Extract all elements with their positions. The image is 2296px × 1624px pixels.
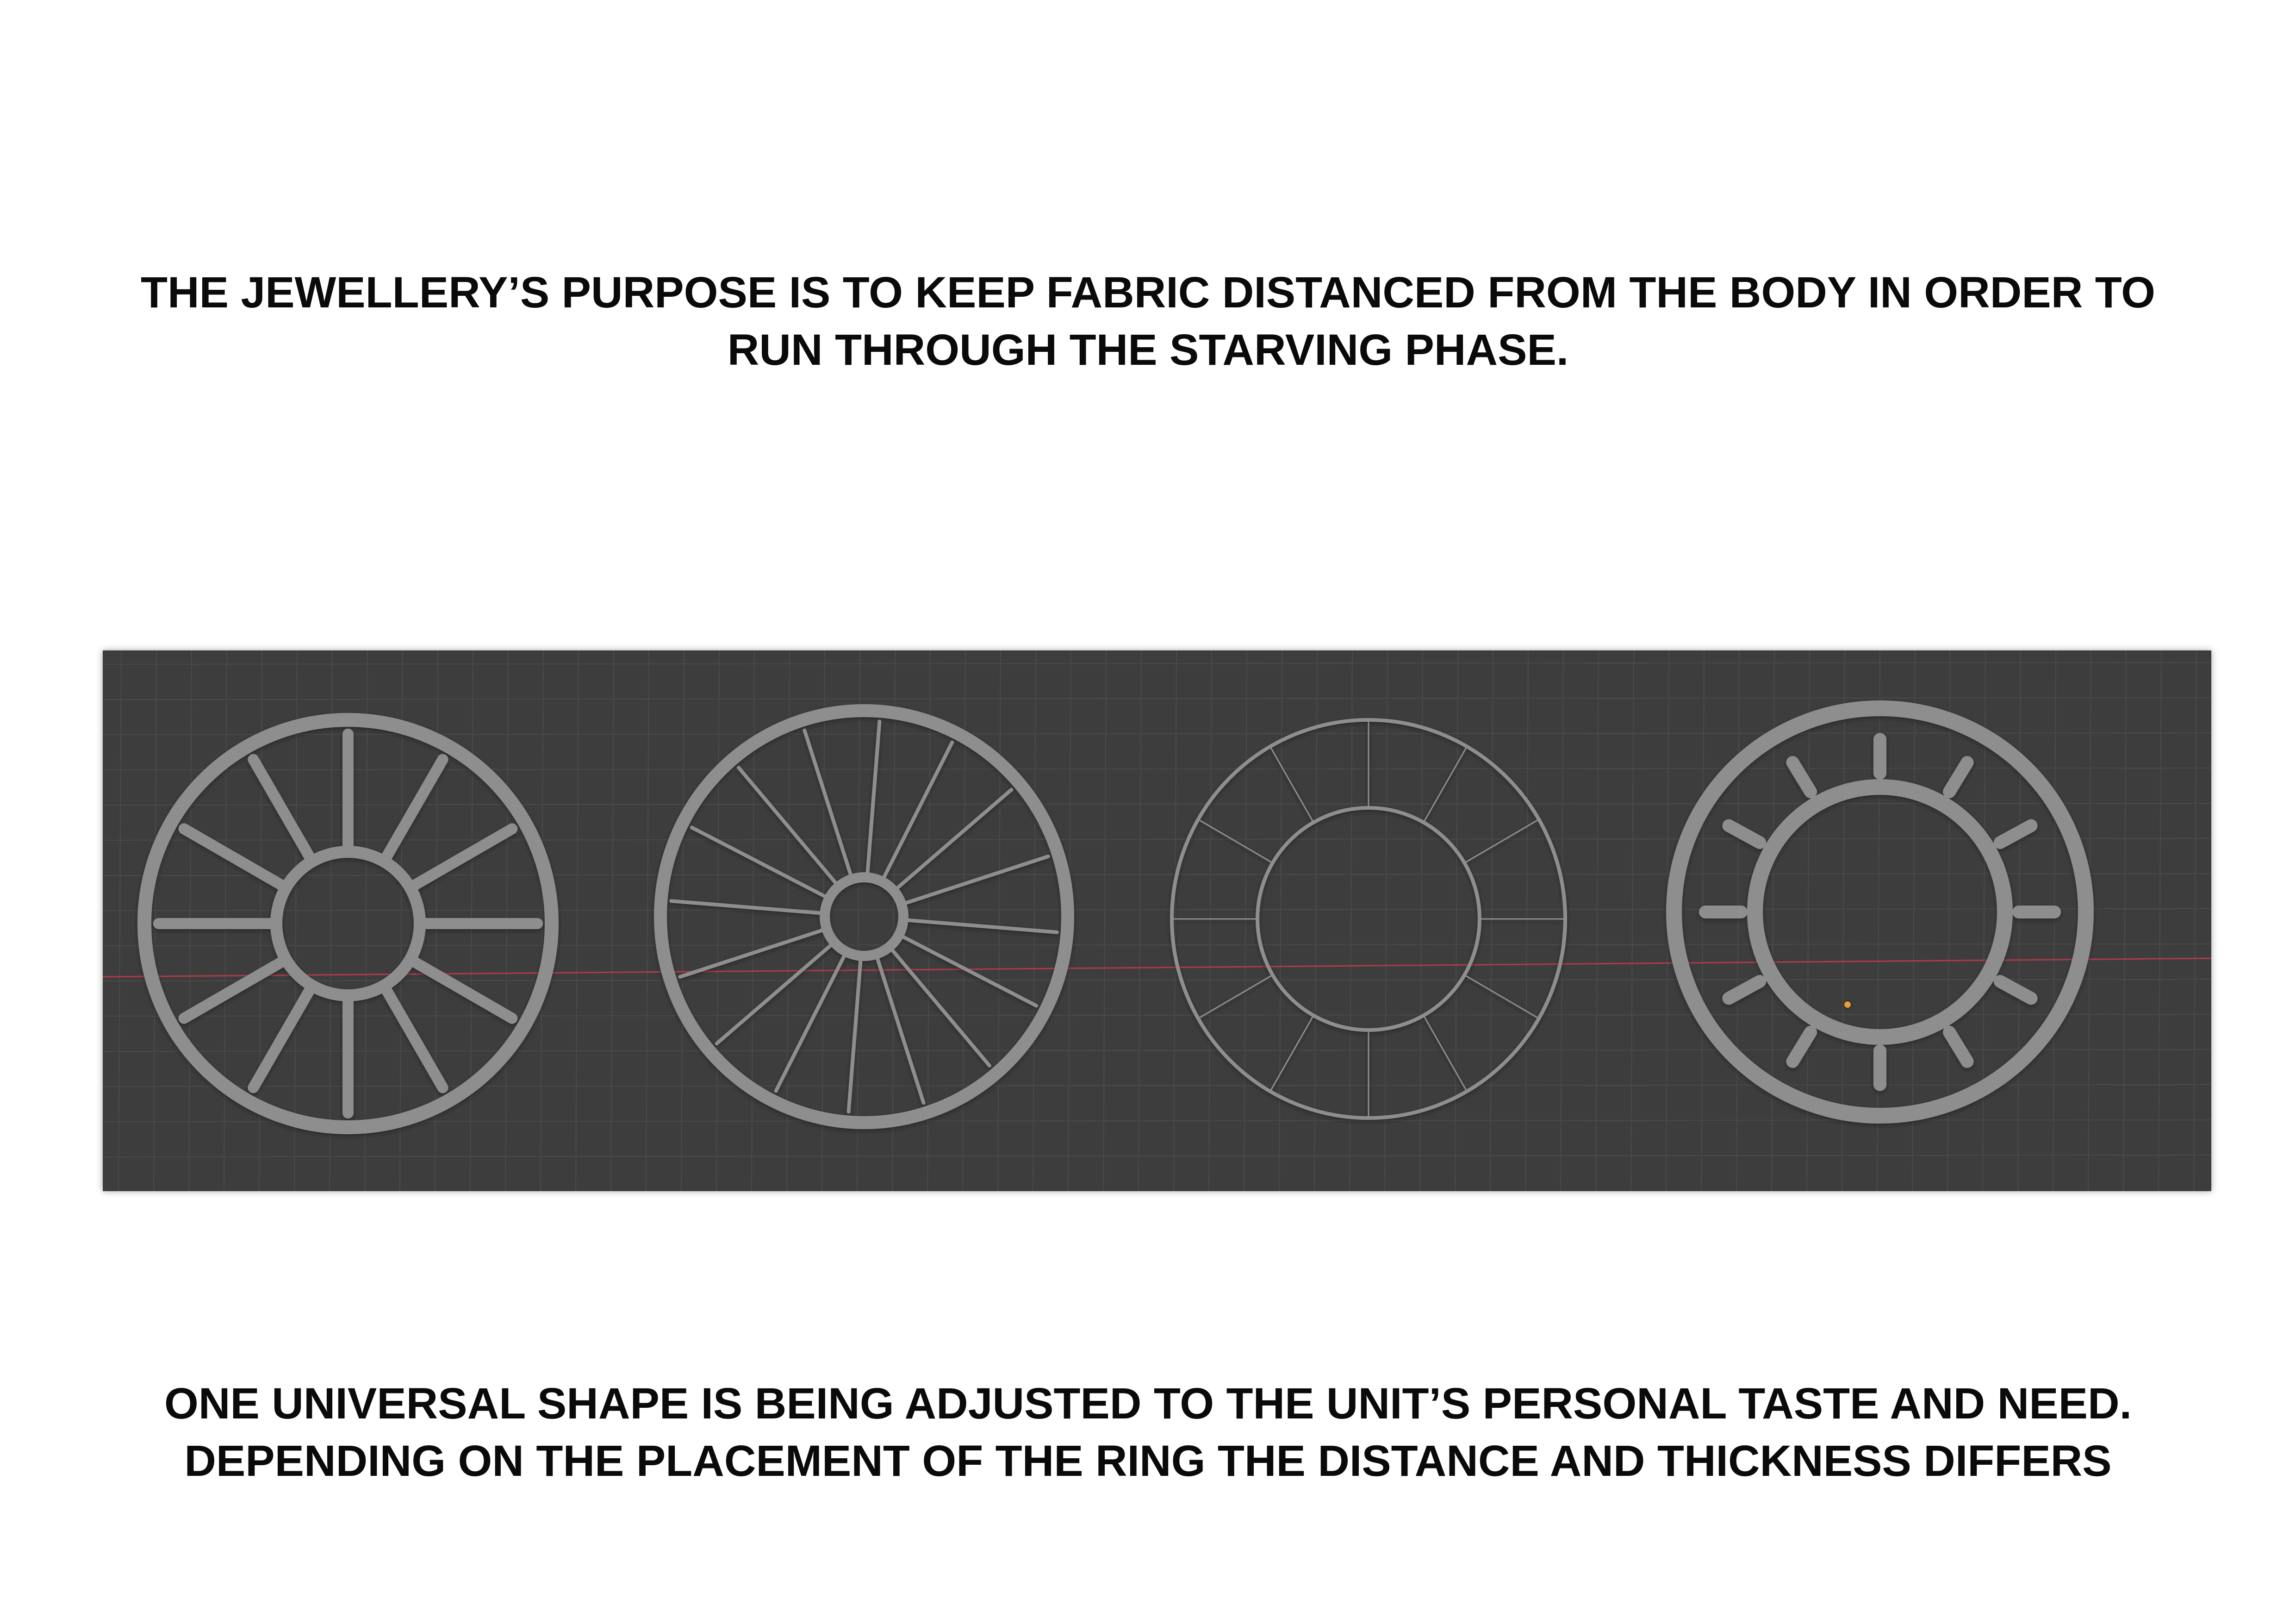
- grid-line-vertical: [1490, 650, 1493, 1191]
- bottom-caption-line-2: DEPENDING ON THE PLACEMENT OF THE RING THE DISTANCE AND THICKNESS DIFFERS: [184, 1437, 2112, 1486]
- ring-spoke: [412, 961, 512, 1018]
- grid-line-vertical: [1209, 650, 1212, 1191]
- origin-marker: [1844, 1001, 1851, 1008]
- grid-line-horizontal: [103, 1085, 2211, 1087]
- ring-spoke: [2000, 826, 2031, 843]
- ring-thick-spokes-small-hub: [144, 720, 552, 1127]
- ring-spoke: [1425, 1017, 1466, 1090]
- top-caption-line-2: RUN THROUGH THE STARVING PHASE.: [727, 325, 1569, 375]
- grid-line-vertical: [576, 650, 579, 1191]
- render-canvas: [103, 650, 2211, 1191]
- grid-line-vertical: [681, 650, 684, 1191]
- grid-line-vertical: [1596, 650, 1599, 1191]
- grid-line-vertical: [2018, 650, 2021, 1191]
- bottom-caption: [0, 1375, 2296, 1490]
- grid-line-vertical: [1350, 650, 1352, 1191]
- bottom-caption-line-1: ONE UNIVERSAL SHAPE IS BEING ADJUSTED TO THE UNIT’S PERSONAL TASTE AND NEED.: [164, 1379, 2132, 1428]
- ring-spoke: [692, 828, 828, 898]
- top-caption-line-1: THE JEWELLERY’S PURPOSE IS TO KEEP FABRIC DISTANCED FROM THE BODY IN ORDER TO: [141, 268, 2155, 317]
- ring-wire-frame-large-hub: [1172, 720, 1565, 1118]
- ring-spoke: [385, 988, 443, 1088]
- grid-line-vertical: [716, 650, 719, 1191]
- ring-spoke: [184, 829, 284, 887]
- ring-hub: [276, 852, 420, 995]
- render-viewport: [103, 650, 2211, 1191]
- grid-line-vertical: [2159, 650, 2161, 1191]
- ring-spoke: [184, 961, 284, 1018]
- grid-line-vertical: [1385, 650, 1388, 1191]
- grid-line-horizontal: [103, 1014, 2211, 1016]
- grid-line-horizontal: [103, 1155, 2211, 1157]
- grid-line-vertical: [1139, 650, 1141, 1191]
- grid-line-vertical: [857, 650, 860, 1191]
- ring-spoke: [671, 901, 823, 913]
- grid-line-vertical: [1561, 650, 1563, 1191]
- grid-line-vertical: [998, 650, 1001, 1191]
- grid-line-horizontal: [103, 838, 2211, 840]
- grid-line-horizontal: [103, 979, 2211, 981]
- ring-spoke: [1949, 762, 1967, 792]
- grid-line-vertical: [1455, 650, 1458, 1191]
- ring-spoke: [1949, 1032, 1967, 1062]
- grid-line-vertical: [1103, 650, 1106, 1191]
- grid-line-horizontal: [103, 768, 2211, 770]
- ring-spoke: [901, 936, 1037, 1006]
- grid-line-vertical: [365, 650, 367, 1191]
- ring-spoke: [1465, 820, 1537, 862]
- grid-line-vertical: [2053, 650, 2056, 1191]
- ring-thin-spokes-tiny-hub: [660, 711, 1068, 1123]
- grid-line-vertical: [330, 650, 332, 1191]
- grid-line-vertical: [118, 650, 121, 1191]
- grid-line-vertical: [1244, 650, 1247, 1191]
- ring-spoke: [1729, 981, 1760, 998]
- grid-line-vertical: [646, 650, 649, 1191]
- ring-spoke: [1200, 975, 1272, 1018]
- ring-hub: [1755, 787, 2005, 1037]
- ring-spoke: [1271, 748, 1313, 821]
- ring-spoke: [1792, 762, 1811, 792]
- ring-spoke: [2000, 981, 2031, 998]
- ring-spoke: [385, 760, 443, 860]
- grid-line-vertical: [1631, 650, 1634, 1191]
- top-caption: [0, 264, 2296, 379]
- grid-line-vertical: [1279, 650, 1282, 1191]
- ring-spoke: [412, 829, 512, 887]
- grid-line-horizontal: [103, 698, 2211, 700]
- grid-line-vertical: [2123, 650, 2126, 1191]
- grid-line-vertical: [1701, 650, 1704, 1191]
- ring-hub: [1257, 808, 1480, 1030]
- ring-spoke: [776, 954, 846, 1091]
- grid-line-horizontal: [103, 874, 2211, 875]
- grid-line-vertical: [1174, 650, 1176, 1191]
- ring-spoke: [849, 958, 861, 1112]
- ring-spoke: [253, 760, 311, 860]
- ring-spoke: [883, 743, 952, 880]
- ring-spoke: [1425, 748, 1466, 821]
- grid-line-vertical: [1033, 650, 1036, 1191]
- ring-outer-rim: [660, 711, 1068, 1123]
- ring-spoke: [1271, 1017, 1313, 1090]
- ring-spoke: [867, 722, 879, 875]
- grid-line-vertical: [1736, 650, 1739, 1191]
- rings-group: [144, 708, 2086, 1127]
- ring-hub: [825, 877, 903, 956]
- grid-line-horizontal: [103, 662, 2211, 664]
- grid-line-vertical: [1525, 650, 1528, 1191]
- grid-line-vertical: [2194, 650, 2196, 1191]
- ring-double-band-short-spokes: [1674, 708, 2086, 1116]
- grid-line-vertical: [752, 650, 754, 1191]
- ring-spoke: [253, 988, 311, 1088]
- ring-spoke: [1729, 826, 1760, 843]
- grid-line-vertical: [611, 650, 614, 1191]
- grid-line-vertical: [892, 650, 895, 1191]
